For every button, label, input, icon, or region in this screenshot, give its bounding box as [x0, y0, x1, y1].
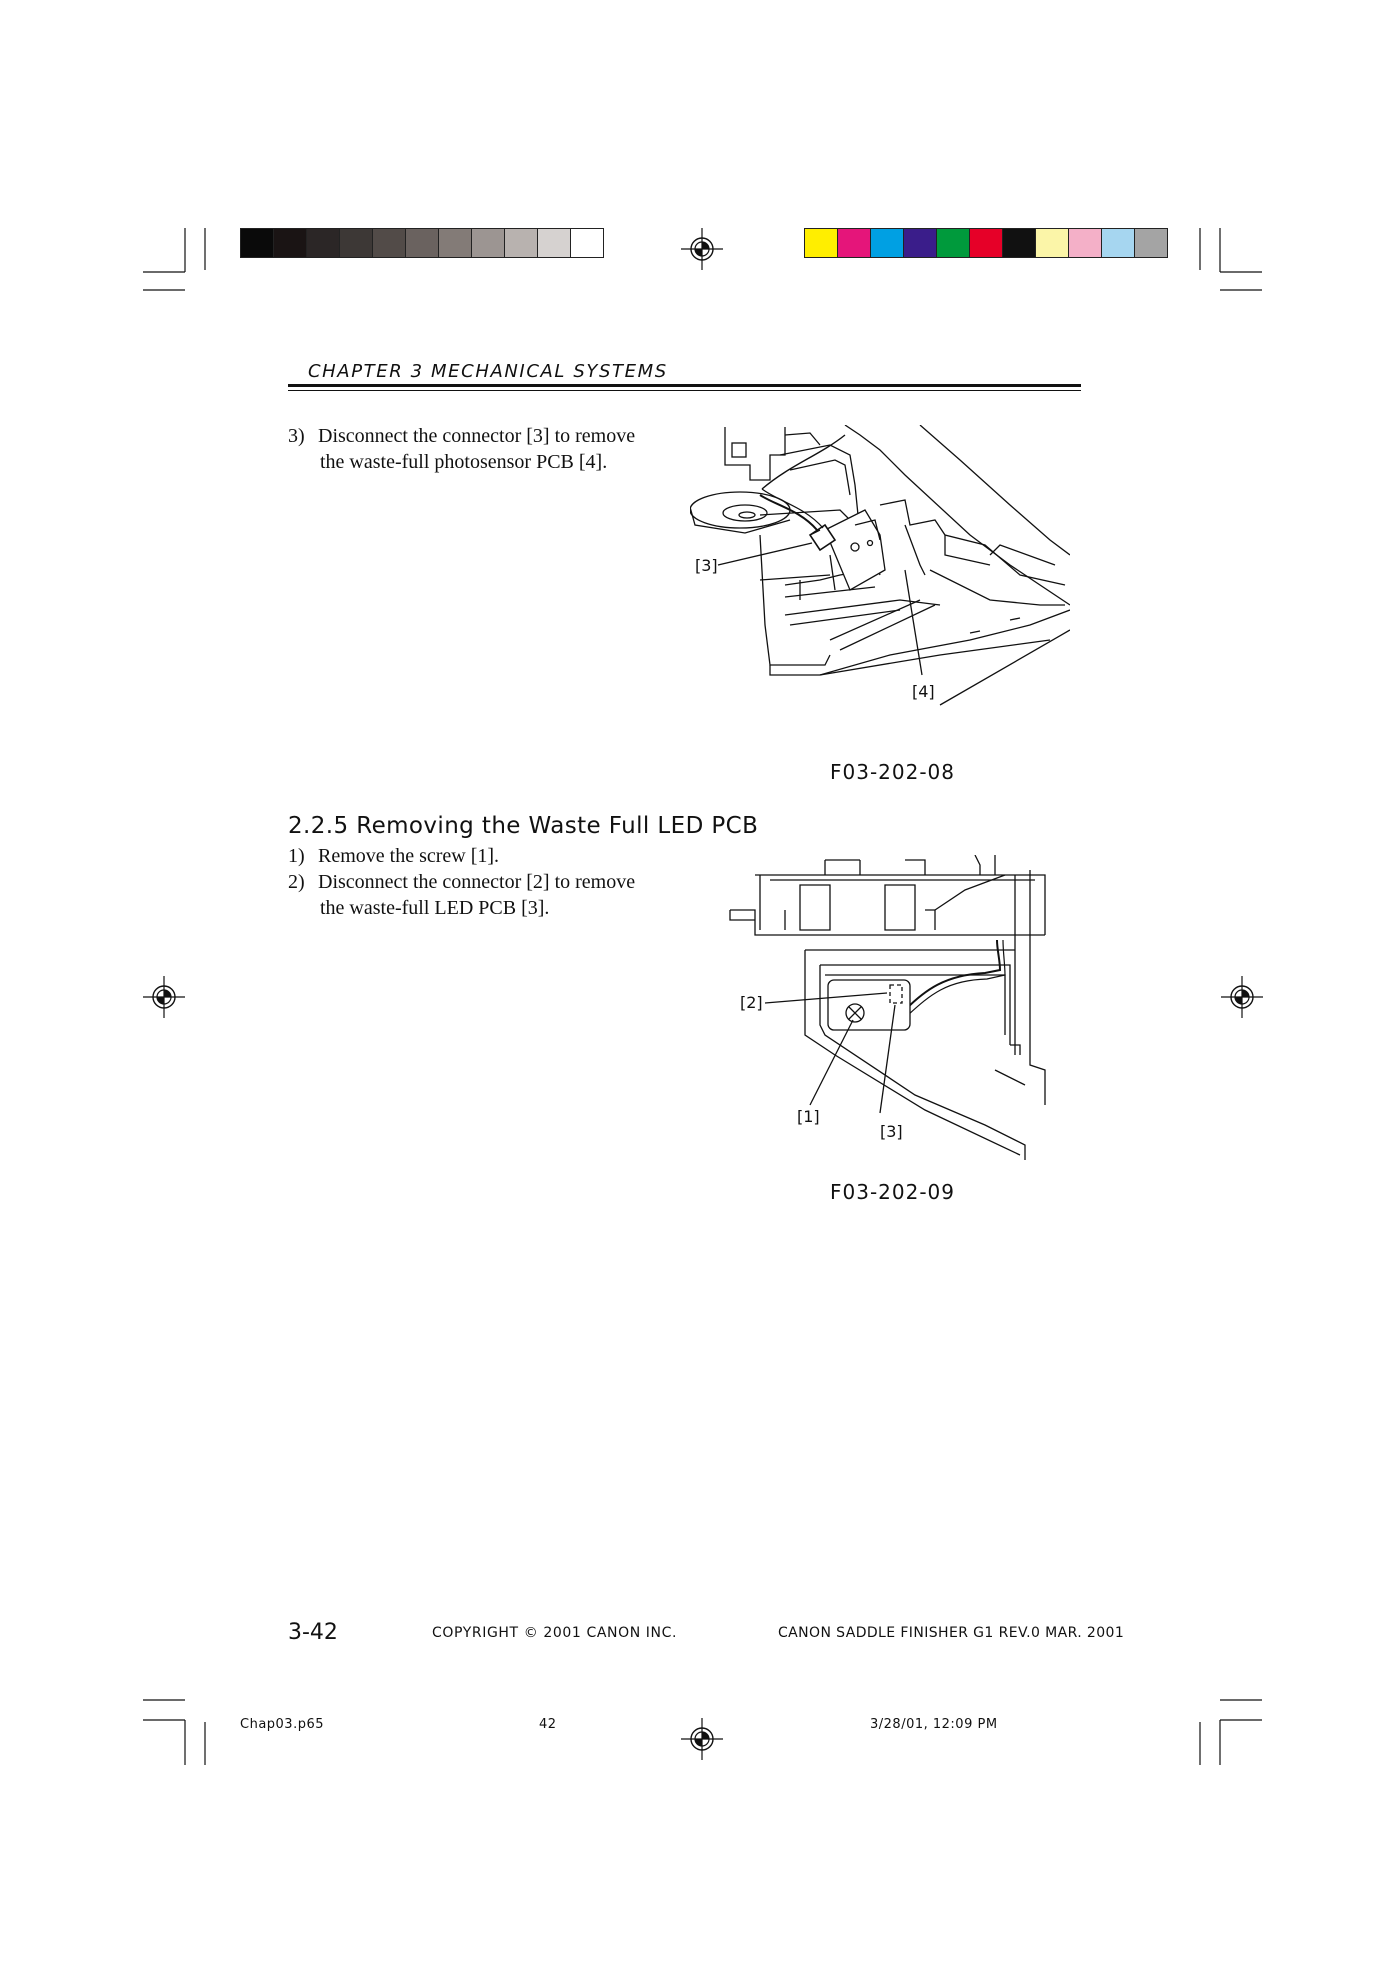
color-swatch	[1068, 228, 1102, 258]
step-text: Disconnect the connector [2] to remove	[318, 871, 636, 893]
registration-mark-top	[681, 228, 723, 270]
figure-label-4: [4]	[912, 682, 935, 701]
color-swatch	[969, 228, 1003, 258]
figure-label-3: [3]	[880, 1122, 903, 1141]
step-3	[288, 423, 635, 475]
color-swatch	[306, 228, 340, 258]
step-2	[288, 869, 635, 921]
header-rule-thick	[288, 384, 1081, 387]
step-number: 2)	[288, 871, 305, 893]
color-swatch	[936, 228, 970, 258]
chapter-header: CHAPTER 3 MECHANICAL SYSTEMS	[308, 361, 668, 382]
color-swatch	[804, 228, 838, 258]
color-swatch	[240, 228, 274, 258]
color-swatch	[471, 228, 505, 258]
figure-label-2: [2]	[740, 993, 763, 1012]
color-swatch	[372, 228, 406, 258]
color-swatch	[570, 228, 604, 258]
registration-mark-bottom	[681, 1718, 723, 1760]
color-swatch	[1134, 228, 1168, 258]
color-swatch	[273, 228, 307, 258]
color-swatch	[1035, 228, 1069, 258]
slug-filename: Chap03.p65	[240, 1717, 325, 1732]
step-text: Disconnect the connector [3] to remove	[318, 425, 636, 447]
page-number: 3-42	[288, 1620, 338, 1645]
color-swatch	[1002, 228, 1036, 258]
color-swatch	[1101, 228, 1135, 258]
figure-caption: F03-202-09	[830, 1180, 956, 1204]
slug-page: 42	[539, 1717, 557, 1732]
figure-photosensor-pcb	[690, 425, 1070, 730]
product-revision: CANON SADDLE FINISHER G1 REV.0 MAR. 2001	[778, 1625, 1125, 1641]
color-swatch	[438, 228, 472, 258]
step-text-continued: the waste-full photosensor PCB [4].	[320, 451, 608, 473]
color-swatch	[537, 228, 571, 258]
slug-datetime: 3/28/01, 12:09 PM	[870, 1717, 998, 1732]
color-swatch	[339, 228, 373, 258]
figure-caption: F03-202-08	[830, 760, 956, 784]
step-number: 1)	[288, 845, 305, 867]
figure-label-1: [1]	[797, 1107, 820, 1126]
color-swatch	[870, 228, 904, 258]
registration-mark-left	[143, 976, 185, 1018]
figure-led-pcb	[725, 855, 1065, 1160]
copyright: COPYRIGHT © 2001 CANON INC.	[432, 1625, 678, 1641]
section-title: 2.2.5 Removing the Waste Full LED PCB	[288, 813, 759, 839]
step-text-continued: the waste-full LED PCB [3].	[320, 897, 550, 919]
registration-mark-right	[1221, 976, 1263, 1018]
step-1	[288, 843, 499, 869]
color-swatch	[405, 228, 439, 258]
color-swatch	[504, 228, 538, 258]
header-rule-thin	[288, 390, 1081, 391]
color-swatch	[837, 228, 871, 258]
step-number: 3)	[288, 425, 305, 447]
color-swatch	[903, 228, 937, 258]
figure-label-3: [3]	[695, 556, 718, 575]
step-text: Remove the screw [1].	[318, 845, 500, 867]
